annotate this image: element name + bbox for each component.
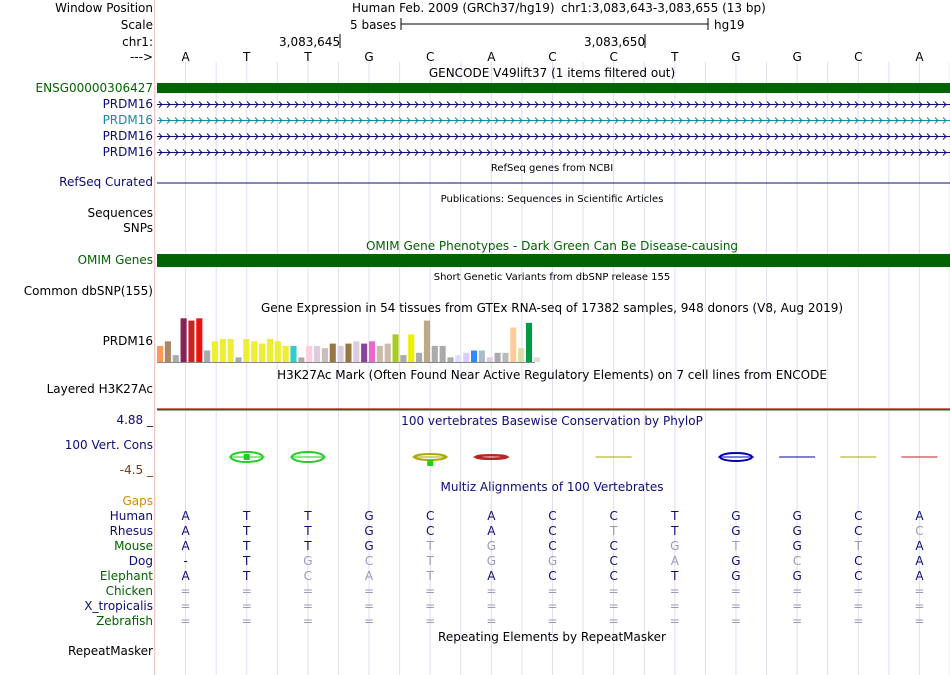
gtex-tissue-bar: [534, 357, 540, 362]
alignment-base: C: [609, 509, 618, 523]
gtex-tissue-bar: [338, 346, 344, 362]
alignment-base: C: [609, 554, 618, 568]
phylop-min: -4.5 _: [119, 463, 153, 477]
alignment-base: T: [243, 539, 251, 553]
alignment-base: G: [731, 509, 741, 523]
gtex-tissue-bar: [487, 357, 493, 362]
publications-title: Publications: Sequences in Scientific Articles: [440, 194, 664, 205]
alignment-base: =: [364, 599, 375, 613]
alignment-base: G: [364, 524, 374, 538]
alignment-base: C: [425, 509, 435, 523]
base-letter: G: [792, 50, 802, 64]
base-letter: T: [243, 50, 251, 64]
alignment-base: C: [548, 524, 557, 538]
gtex-tissue-bar: [400, 355, 406, 362]
repeatmasker-label[interactable]: RepeatMasker: [67, 644, 153, 658]
gtex-label[interactable]: PRDM16: [102, 334, 153, 348]
gencode-row-label[interactable]: PRDM16: [102, 97, 153, 111]
base-letter: C: [854, 50, 863, 64]
gencode-title: GENCODE V49lift37 (1 items filtered out): [428, 66, 676, 80]
alignment-base: G: [792, 524, 802, 538]
gtex-tissue-bar: [267, 339, 273, 362]
alignment-base: =: [302, 599, 313, 613]
chrom-label: chr1:: [122, 35, 153, 49]
alignment-base: C: [548, 509, 557, 523]
alignment-base: G: [731, 524, 741, 538]
gtex-tissue-bar: [181, 318, 187, 362]
alignment-base: =: [486, 584, 497, 598]
h3k27ac-title: H3K27Ac Mark (Often Found Near Active Regulatory Elements) on 7 cell lines from ENCODE: [277, 368, 827, 382]
alignment-base: C: [303, 569, 313, 583]
alignment-base: =: [425, 614, 436, 628]
alignment-base: G: [731, 554, 741, 568]
base-letter: A: [487, 50, 496, 64]
alignment-base: =: [792, 599, 803, 613]
alignment-base: T: [304, 524, 312, 538]
alignment-base: G: [486, 554, 496, 568]
gtex-tissue-bar: [369, 341, 375, 362]
db-label: hg19: [714, 18, 745, 32]
base-letter: A: [915, 50, 924, 64]
alignment-base: T: [243, 569, 251, 583]
alignment-base: A: [181, 509, 190, 523]
gtex-tissue-bar: [228, 339, 234, 362]
alignment-base: =: [608, 599, 619, 613]
alignment-base: C: [792, 554, 802, 568]
gtex-tissue-bar: [173, 355, 179, 362]
gtex-tissue-bar: [204, 351, 210, 363]
alignment-base: C: [854, 509, 863, 523]
gtex-tissue-bar: [424, 321, 430, 362]
alignment-base: T: [304, 509, 312, 523]
base-letter: T: [304, 50, 312, 64]
alignment-base: C: [854, 524, 863, 538]
alignment-base: C: [425, 524, 435, 538]
gtex-tissue-bar: [471, 351, 477, 363]
gtex-tissue-bar: [196, 318, 202, 362]
gtex-tissue-bar: [432, 346, 438, 362]
gtex-tissue-bar: [353, 341, 359, 362]
alignment-base: A: [181, 524, 190, 538]
gtex-tissue-bar: [165, 341, 171, 362]
gtex-tissue-bar: [447, 357, 453, 362]
alignment-base: A: [915, 569, 924, 583]
gtex-tissue-bar: [251, 341, 257, 362]
alignment-base: A: [487, 509, 496, 523]
alignment-base: C: [609, 569, 618, 583]
alignment-base: =: [547, 614, 558, 628]
alignment-base: =: [547, 599, 558, 613]
alignment-base: G: [486, 539, 496, 553]
gtex-tissue-bar: [212, 341, 218, 362]
gtex-tissue-bar: [290, 346, 296, 362]
alignment-base: =: [853, 599, 864, 613]
dbsnp-label[interactable]: Common dbSNP(155): [23, 284, 153, 298]
gtex-tissue-bar: [377, 346, 383, 362]
base-letter: T: [671, 50, 679, 64]
alignment-base: A: [670, 554, 679, 568]
alignment-base: -: [183, 554, 188, 568]
refseq-title: RefSeq genes from NCBI: [490, 163, 614, 174]
alignment-base: T: [854, 539, 862, 553]
species-label[interactable]: Rhesus: [109, 524, 153, 538]
gtex-tissue-bar: [510, 328, 516, 363]
gtex-tissue-bar: [330, 344, 336, 362]
alignment-base: G: [670, 539, 680, 553]
alignment-base: G: [792, 539, 802, 553]
coord-right: 3,083,650: [584, 35, 646, 49]
gtex-tissue-bar: [157, 346, 163, 362]
alignment-base: G: [547, 554, 558, 568]
alignment-base: =: [241, 599, 252, 613]
phylop-title: 100 vertebrates Basewise Conservation by PhyloP: [401, 414, 703, 428]
alignment-base: =: [608, 614, 619, 628]
gtex-tissue-bar: [479, 351, 485, 363]
coord-left: 3,083,645: [279, 35, 341, 49]
gencode-row-label[interactable]: PRDM16: [102, 113, 153, 127]
phylop-max: 4.88 _: [116, 413, 153, 427]
gtex-tissue-bar: [259, 344, 265, 362]
omim-gene-bar: [157, 254, 950, 267]
scale-label: Scale: [120, 18, 153, 32]
gtex-tissue-bar: [518, 348, 524, 362]
alignment-base: C: [364, 554, 374, 568]
alignment-base: =: [241, 614, 252, 628]
base-letter: C: [425, 50, 435, 64]
gtex-tissue-bar: [385, 344, 391, 362]
gtex-tissue-bar: [526, 323, 532, 362]
alignment-base: T: [732, 539, 740, 553]
alignment-base: =: [302, 584, 313, 598]
alignment-base: T: [671, 569, 679, 583]
alignment-base: =: [669, 599, 680, 613]
gtex-tissue-bar: [243, 339, 249, 362]
alignment-base: G: [364, 539, 374, 553]
gtex-tissue-bar: [440, 346, 446, 362]
gtex-tissue-bar: [345, 344, 351, 362]
base-letter: C: [548, 50, 557, 64]
gtex-tissue-bar: [298, 357, 304, 362]
base-letter: A: [181, 50, 190, 64]
multiz-title: Multiz Alignments of 100 Vertebrates: [440, 480, 664, 494]
gtex-tissue-bar: [455, 355, 461, 362]
alignment-base: T: [609, 524, 618, 538]
gencode-row-label[interactable]: PRDM16: [102, 145, 153, 159]
sequences-label[interactable]: Sequences: [87, 206, 153, 220]
gtex-tissue-bar: [275, 341, 281, 362]
arrow-label: --->: [129, 50, 153, 64]
species-label[interactable]: Zebrafish: [96, 614, 153, 628]
species-label[interactable]: X_tropicalis: [84, 599, 153, 613]
alignment-base: T: [243, 509, 251, 523]
alignment-base: T: [426, 539, 434, 553]
alignment-base: A: [487, 569, 496, 583]
alignment-base: =: [914, 614, 925, 628]
alignment-base: C: [915, 524, 924, 538]
gtex-tissue-bar: [463, 353, 469, 362]
gencode-row-label[interactable]: PRDM16: [102, 129, 153, 143]
alignment-base: =: [486, 599, 497, 613]
alignment-base: =: [792, 584, 803, 598]
gtex-tissue-bar: [188, 321, 194, 362]
alignment-base: C: [609, 539, 618, 553]
position-readout: chr1:3,083,643-3,083,655 (13 bp): [561, 1, 766, 15]
alignment-base: G: [364, 509, 374, 523]
gtex-tissue-bar: [416, 353, 422, 362]
base-letter: G: [731, 50, 741, 64]
alignment-base: =: [180, 599, 191, 613]
alignment-base: A: [915, 509, 924, 523]
alignment-base: A: [487, 524, 496, 538]
alignment-base: =: [302, 614, 313, 628]
refseq-label[interactable]: RefSeq Curated: [59, 175, 153, 189]
alignment-base: =: [364, 614, 375, 628]
gtex-tissue-bar: [314, 346, 320, 362]
gtex-tissue-bar: [236, 357, 242, 362]
alignment-base: G: [303, 554, 313, 568]
assembly-title: Human Feb. 2009 (GRCh37/hg19): [352, 1, 555, 15]
alignment-base: =: [669, 584, 680, 598]
alignment-base: =: [425, 599, 436, 613]
alignment-base: T: [426, 554, 434, 568]
h3k27ac-label[interactable]: Layered H3K27Ac: [46, 382, 153, 396]
alignment-base: T: [426, 569, 434, 583]
window-position-label: Window Position: [55, 1, 153, 15]
alignment-base: =: [608, 584, 619, 598]
gtex-tissue-bar: [361, 344, 367, 362]
alignment-base: =: [425, 584, 436, 598]
alignment-base: G: [792, 569, 802, 583]
alignment-base: =: [914, 599, 925, 613]
alignment-base: =: [241, 584, 252, 598]
base-letter: C: [609, 50, 618, 64]
base-letter: G: [364, 50, 374, 64]
scale-text: 5 bases: [350, 18, 397, 32]
alignment-base: =: [730, 599, 741, 613]
alignment-base: =: [180, 614, 191, 628]
alignment-base: =: [853, 614, 864, 628]
alignment-base: A: [364, 569, 374, 583]
alignment-base: =: [669, 614, 680, 628]
alignment-base: C: [548, 569, 557, 583]
gtex-tissue-bar: [502, 353, 508, 362]
phylop-glyph: [427, 460, 433, 466]
species-label[interactable]: Human: [109, 509, 153, 523]
alignment-base: =: [792, 614, 803, 628]
alignment-base: C: [854, 569, 863, 583]
gtex-tissue-bar: [393, 334, 399, 362]
alignment-base: A: [181, 539, 190, 553]
phylop-glyph: [244, 454, 250, 460]
species-label[interactable]: Elephant: [99, 569, 153, 583]
alignment-base: =: [730, 584, 741, 598]
alignment-base: A: [181, 569, 190, 583]
gtex-tissue-bar: [408, 334, 414, 362]
alignment-base: =: [180, 584, 191, 598]
alignment-base: A: [915, 539, 924, 553]
phylop-label[interactable]: 100 Vert. Cons: [64, 438, 153, 452]
gtex-tissue-bar: [220, 339, 226, 362]
omim-label[interactable]: OMIM Genes: [77, 253, 153, 267]
alignment-base: =: [853, 584, 864, 598]
gtex-tissue-bar: [495, 353, 501, 362]
alignment-base: G: [731, 569, 741, 583]
alignment-base: A: [915, 554, 924, 568]
alignment-base: C: [548, 539, 557, 553]
gtex-title: Gene Expression in 54 tissues from GTEx RNA-seq of 17382 samples, 948 donors (V8, Aug 2019): [260, 301, 844, 315]
alignment-base: T: [671, 509, 679, 523]
alignment-base: C: [854, 554, 863, 568]
gtex-tissue-bar: [306, 346, 312, 362]
gencode-gene-bar: [157, 83, 950, 93]
gtex-tissue-bar: [283, 346, 289, 362]
alignment-base: =: [914, 584, 925, 598]
gencode-row-label[interactable]: ENSG00000306427: [35, 81, 153, 95]
repeatmasker-title: Repeating Elements by RepeatMasker: [438, 630, 666, 644]
alignment-base: T: [671, 524, 679, 538]
alignment-base: G: [792, 509, 802, 523]
alignment-base: T: [243, 524, 251, 538]
snps-label[interactable]: SNPs: [123, 221, 153, 235]
alignment-base: =: [547, 584, 558, 598]
alignment-base: T: [243, 554, 251, 568]
gaps-label[interactable]: Gaps: [122, 494, 153, 508]
omim-title: OMIM Gene Phenotypes - Dark Green Can Be Disease-causing: [365, 239, 739, 253]
alignment-base: =: [730, 614, 741, 628]
species-label[interactable]: Mouse: [114, 539, 153, 553]
species-label[interactable]: Dog: [128, 554, 153, 568]
species-label[interactable]: Chicken: [105, 584, 153, 598]
alignment-base: =: [364, 584, 375, 598]
gtex-tissue-bar: [322, 348, 328, 362]
dbsnp-title: Short Genetic Variants from dbSNP release 155: [433, 272, 671, 283]
alignment-base: T: [304, 539, 312, 553]
alignment-base: =: [486, 614, 497, 628]
